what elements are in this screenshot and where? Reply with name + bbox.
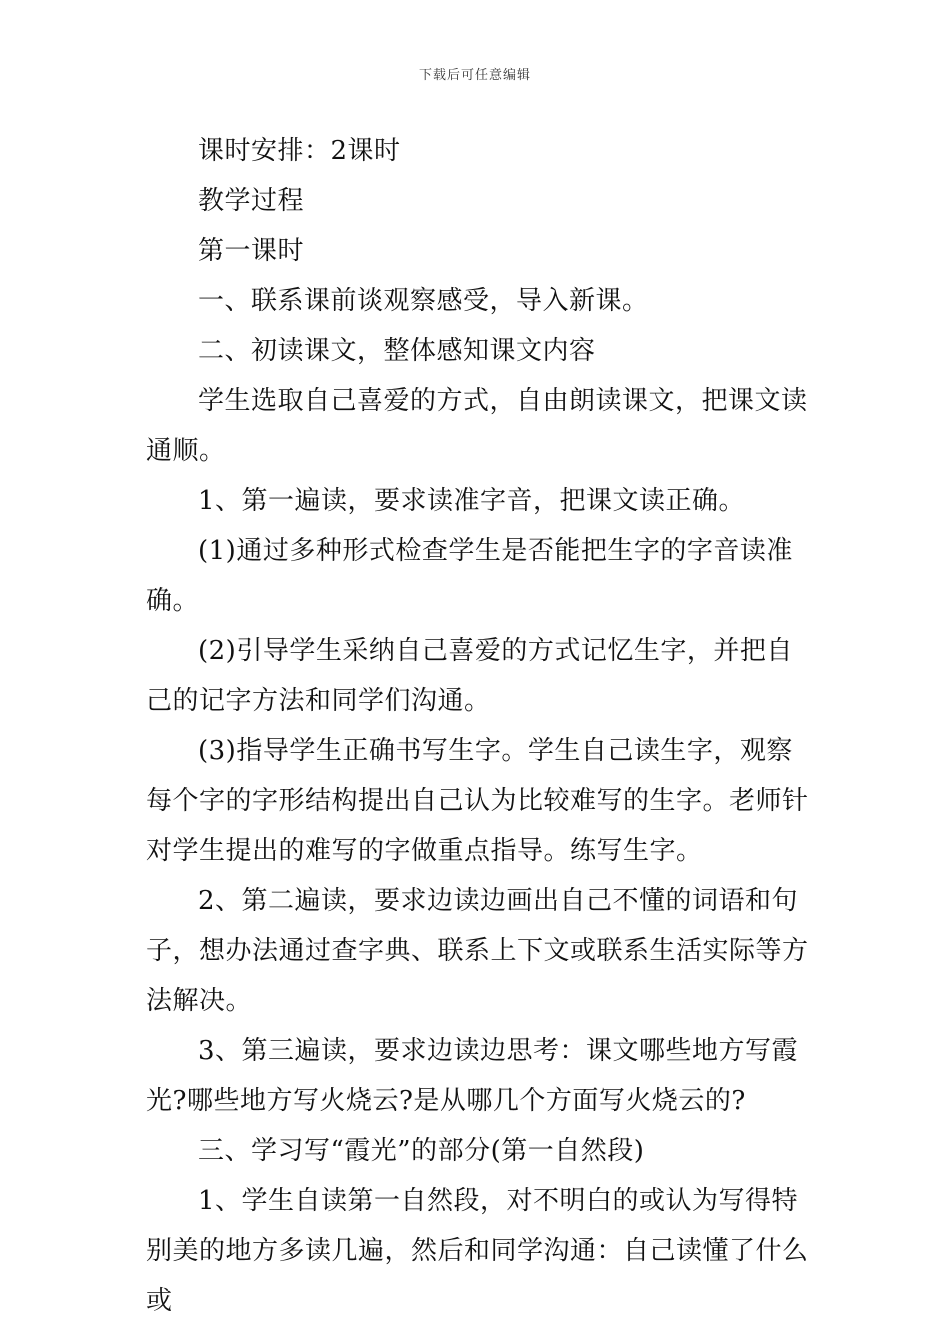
paragraph-section-2: 二、初读课文，整体感知课文内容 (198, 336, 596, 366)
paragraph-item-3: (3)指导学生正确书写生字。学生自己读生字，观察每个字的字形结构提出自己认为比较难写的生字。老师针对学生提出的难写的字做重点指导。练写生字。 (146, 736, 809, 866)
paragraph-first-lesson: 第一课时 (198, 236, 305, 266)
paragraph-free-reading: 学生选取自己喜爱的方式，自由朗读课文，把课文读通顺。 (146, 386, 808, 466)
paragraph-section-3: 三、学习写“霞光”的部分(第一自然段) (198, 1136, 645, 1166)
paragraph-teaching-process: 教学过程 (198, 186, 305, 216)
paragraph-second-read: 2、第二遍读，要求边读边画出自己不懂的词语和句子，想办法通过查字典、联系上下文或联系生活实际等方法解决。 (146, 886, 809, 1016)
paragraph-item-2: (2)引导学生采纳自己喜爱的方式记忆生字，并把自己的记字方法和同学们沟通。 (146, 636, 793, 716)
paragraph-third-read: 3、第三遍读，要求边读边思考：课文哪些地方写霞光?哪些地方写火烧云?是从哪几个方面写火烧云的? (146, 1036, 799, 1116)
paragraph-lesson-schedule: 课时安排：2课时 (198, 136, 401, 166)
paragraph-item-1: (1)通过多种形式检查学生是否能把生字的字音读准确。 (146, 536, 793, 616)
paragraph-first-read: 1、第一遍读，要求读准字音，把课文读正确。 (198, 486, 746, 516)
document-body (146, 126, 816, 1326)
paragraph-section-1: 一、联系课前谈观察感受，导入新课。 (198, 286, 649, 316)
header-note: 下载后可任意编辑 (418, 68, 531, 83)
paragraph-self-reading: 1、学生自读第一自然段，对不明白的或认为写得特别美的地方多读几遍，然后和同学沟通：自己读懂了什么或 (146, 1186, 809, 1316)
